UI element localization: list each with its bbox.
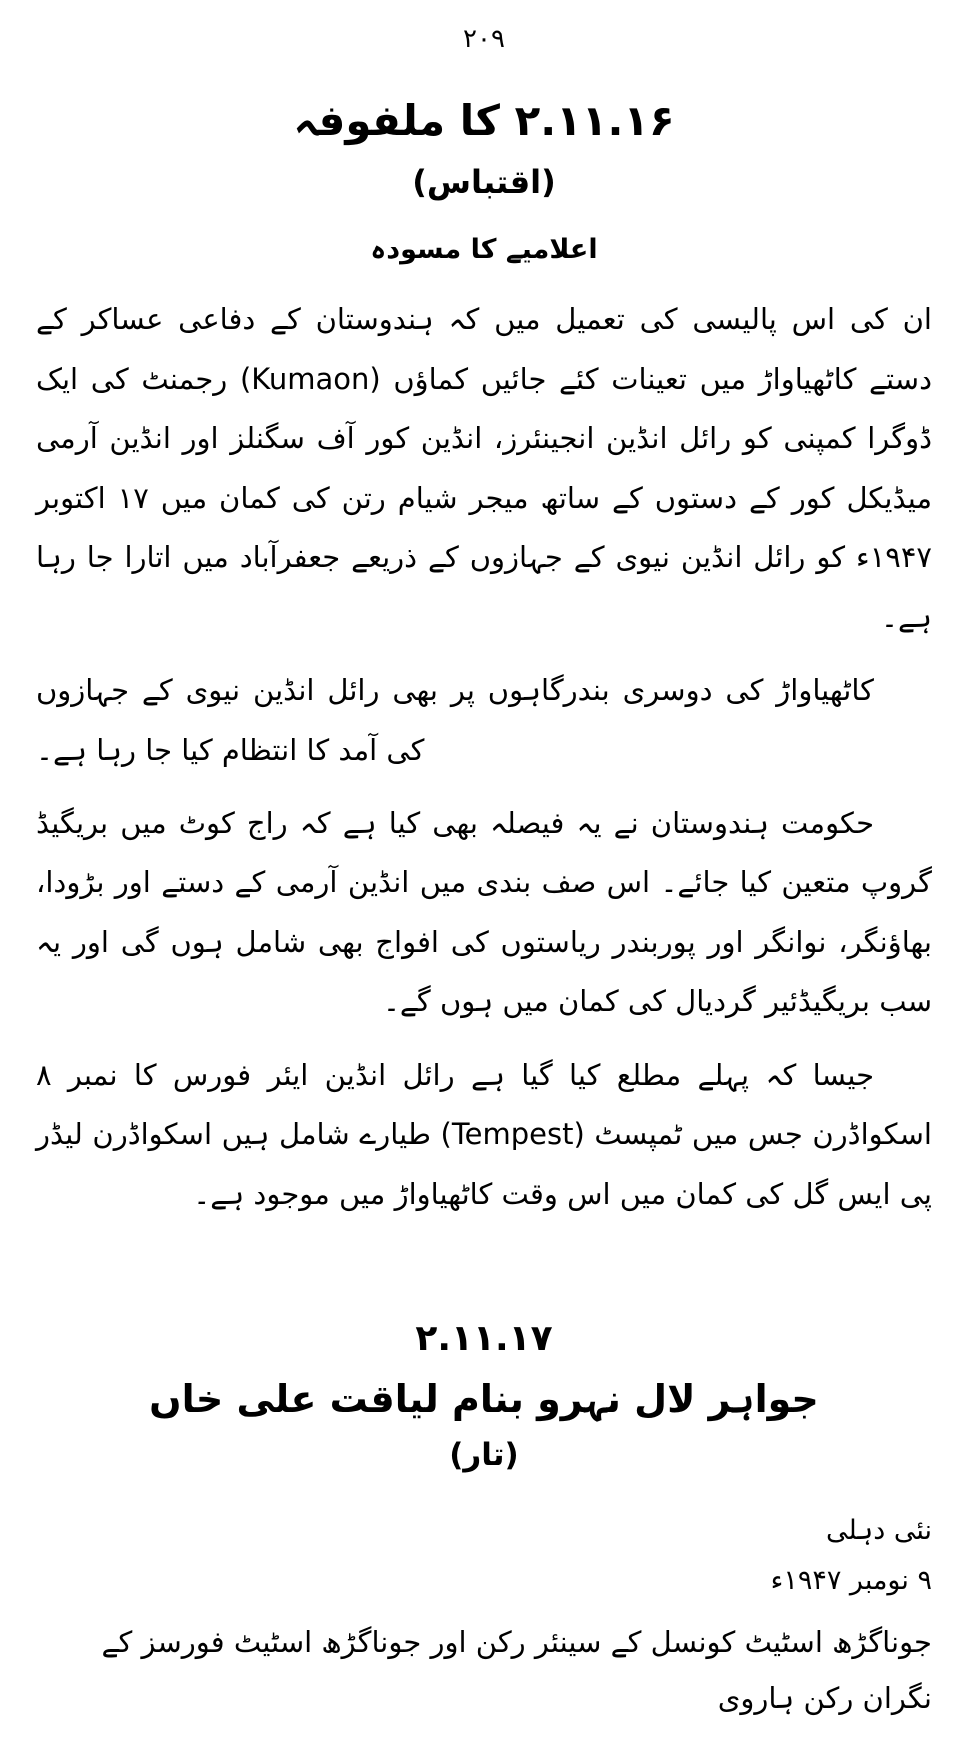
telegram-section-number: ۲.۱۱.۱۷ <box>415 1318 553 1360</box>
paragraph-2: کاٹھیاواڑ کی دوسری بندرگاہوں پر بھی رائل انڈین نیوی کے جہازوں کی آمد کا انتظام کیا جا رہا ہے۔ <box>36 673 874 767</box>
telegram-body-line: جوناگڑھ اسٹیٹ کونسل کے سینئر رکن اور جوناگڑھ اسٹیٹ فورسز کے نگران رکن ہاروی <box>101 1624 932 1716</box>
document-title: اعلامیے کا مسودہ <box>370 233 598 265</box>
telegram-place: نئی دہلی <box>825 1515 932 1547</box>
section-subheading: (اقتباس) <box>412 162 556 201</box>
section-heading: ۲.۱۱.۱۶ کا ملفوفہ <box>293 96 675 146</box>
telegram-kind: (تار) <box>449 1437 519 1474</box>
page-number: ۲۰۹ <box>463 24 505 54</box>
telegram-date: ۹ نومبر ۱۹۴۷ء <box>770 1564 932 1596</box>
section-spacer <box>36 1238 932 1310</box>
paragraph-1: ان کی اس پالیسی کی تعمیل میں کہ ہندوستان کے دفاعی عساکر کے دستے کاٹھیاواڑ میں تعینات کئے جائیں کماؤں (Kumaon) رجمنٹ کی ایک ڈوگرا کمپنی کو رائل انڈین انجینئرز، انڈین کور آف سگنلز اور انڈین آرمی میڈیکل کور کے دستوں کے ساتھ میجر شیام رتن کی کمان میں ۱۷ اکتوبر ۱۹۴۷ء کو رائل انڈین نیوی کے جہازوں کے ذریعے جعفرآباد میں اتارا جا رہا ہے۔ <box>36 302 932 634</box>
paragraph-4: جیسا کہ پہلے مطلع کیا گیا ہے رائل انڈین ایئر فورس کا نمبر ۸ اسکواڈرن جس میں ٹمپسٹ (Tempest) طیارے شامل ہیں اسکواڈرن لیڈر پی ایس گل کی کمان میں اس وقت کاٹھیاواڑ میں موجود ہے۔ <box>36 1057 932 1211</box>
telegram-title: جواہر لال نہرو بنام لیاقت علی خاں <box>149 1376 819 1421</box>
paragraph-3: حکومت ہندوستان نے یہ فیصلہ بھی کیا ہے کہ راج کوٹ میں بریگیڈ گروپ متعین کیا جائے۔ اس صف بندی میں انڈین آرمی کے دستے اور بڑودا، بھاؤنگر، نوانگر اور پوربندر ریاستوں کی افواج بھی شامل ہوں گی اور یہ سب بریگیڈئیر گردیال کی کمان میں ہوں گے۔ <box>36 805 932 1019</box>
